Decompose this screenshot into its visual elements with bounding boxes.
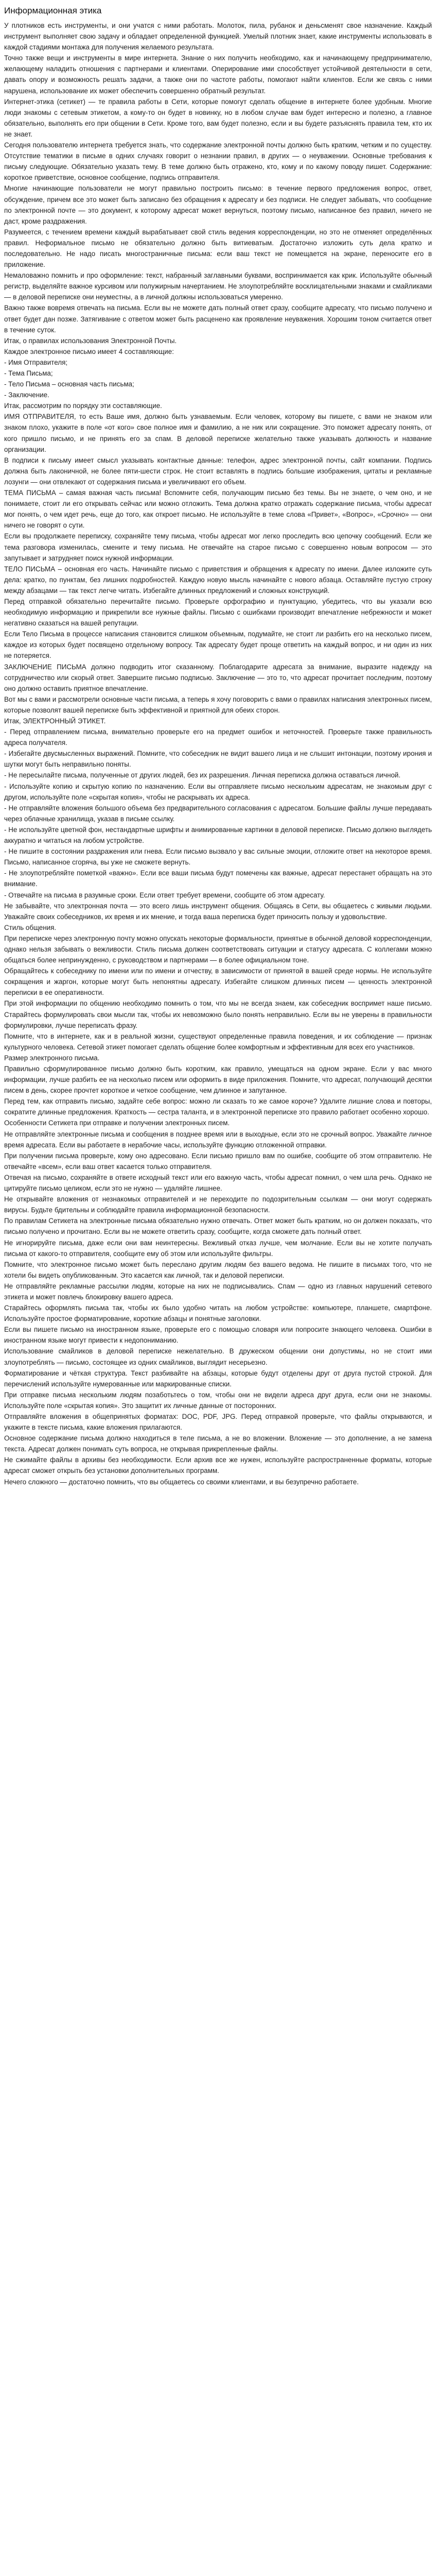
- paragraph: Размер электронного письма.: [4, 1054, 100, 1062]
- paragraph: Форматирование и чёткая структура. Текст разбивайте на абзацы, которые будут отделены друг от друга пустой строкой. Для перечислений используйте нумерованные или маркированные списки.: [4, 1369, 432, 1388]
- paragraph: Не отправляйте электронные письма и сообщения в позднее время или в выходные, если это не срочный вопрос. Уважайте личное время адресата. Если вы работаете в нерабочие часы, используйте функцию отложенной отправки.: [4, 1130, 432, 1149]
- paragraph: - Перед отправлением письма, внимательно проверьте его на предмет ошибок и неточностей. Проверьте также правильность адреса получателя.: [4, 728, 432, 747]
- paragraph: Точно также вещи и инструменты в мире интернета. Знание о них получить необходимо, как и начинающему предпринимателю, желающему наладить отношения с партнерами и клиентами. Оперирование ими способствует устойчивой деятельности в сети, давать опору и возможность решать задачи, а также они по частоте работы, помогают найти клиентов. Если же связь с ними нарушена, использование их может обеспечить совершенно обратный результат.: [4, 54, 432, 95]
- paragraph: Интернет-этика (сетикет) — те правила работы в Сети, которые помогут сделать общение в интернете более удобным. Многие люди знакомы с сетевым этикетом, а кому-то он будет в новинку, но в любом случае вам будет интересно и полезно, а главное обязательно, выполнять его при общении в Сети. Кроме того, вам будет полезно, если и вы будете разъяснять правила тем, кто их не знает.: [4, 97, 432, 138]
- paragraph: Если Тело Письма в процессе написания становится слишком объемным, подумайте, не стоит ли разбить его на несколько писем, каждое из которых будет посвящено отдельному вопросу. Так адресату будет проще ответить на каждый вопрос, и ни один из них не потеряется.: [4, 630, 432, 660]
- paragraph: Не забывайте, что электронная почта — это всего лишь инструмент общения. Общаясь в Сети, вы общаетесь с живыми людьми. Уважайте своих собеседников, их время и их мнение, и тогда ваша переписка будет приносить пользу и удовольствие.: [4, 902, 432, 921]
- paragraph: - Не отправляйте вложения большого объема без предварительного согласования с адресатом. Большие файлы лучше передавать через облачные хранилища, указав в письме ссылку.: [4, 804, 432, 823]
- page-title: Информационная этика: [4, 6, 102, 15]
- paragraph: При отправке письма нескольким людям позаботьтесь о том, чтобы они не видели адреса друг друга, если они не знакомы. Используйте поле «скрытая копия». Это защитит их личные данные от посторонних.: [4, 1391, 432, 1410]
- paragraph: Перед отправкой обязательно перечитайте письмо. Проверьте орфографию и пунктуацию, убедитесь, что вы указали всю необходимую информацию и прикрепили все нужные файлы. Письмо с ошибками производит впечатление небрежности и может негативно сказаться на вашей репутации.: [4, 597, 432, 628]
- paragraph: - Отвечайте на письма в разумные сроки. Если ответ требует времени, сообщите об этом адресату.: [4, 891, 325, 899]
- paragraph: ИМЯ ОТПРАВИТЕЛЯ, то есть Ваше имя, должно быть узнаваемым. Если человек, которому вы пишете, с вами не знаком или знаком плохо, укажите в поле «от кого» свое полное имя и фамилию, а не ник или сокращение. Это поможет адресату понять, от кого пришло письмо, и не принять его за спам. В деловой переписке желательно также указывать должность и название организации.: [4, 413, 432, 453]
- paragraph: В подписи к письму имеет смысл указывать контактные данные: телефон, адрес электронной почты, сайт компании. Подпись должна быть лаконичной, не более пяти-шести строк. Не стоит вставлять в подпись большие изображения, цитаты и рекламные лозунги — они отвлекают от содержания письма и увеличивают его объем.: [4, 456, 432, 486]
- paragraph: Правильно сформулированное письмо должно быть коротким, как правило, умещаться на одном экране. Если у вас много информации, лучше разбить ее на несколько писем или оформить в виде приложения. Помните, что адресат, получающий десятки писем в день, скорее прочтет короткое и четкое сообщение, чем длинное и запутанное.: [4, 1065, 432, 1095]
- paragraph: ЗАКЛЮЧЕНИЕ ПИСЬМА должно подводить итог сказанному. Поблагодарите адресата за внимание, выразите надежду на сотрудничество или скорый ответ. Завершите письмо подписью. Заключение — это то, что адресат прочитает последним, поэтому оно должно оставить приятное впечатление.: [4, 663, 432, 692]
- paragraph: Особенности Сетикета при отправке и получении электронных писем.: [4, 1119, 230, 1127]
- paragraph: - Используйте копию и скрытую копию по назначению. Если вы отправляете письмо нескольким адресатам, не знакомым друг с другом, используйте поле «скрытая копия», чтобы не раскрывать их адреса.: [4, 782, 432, 801]
- paragraph: - Не пересылайте письма, полученные от других людей, без их разрешения. Личная переписка должна оставаться личной.: [4, 771, 401, 779]
- paragraph: - Не пишите в состоянии раздражения или гнева. Если письмо вызвало у вас сильные эмоции, отложите ответ на некоторое время. Письмо, написанное сгоряча, вы уже не сможете вернуть.: [4, 848, 432, 867]
- paragraph: Итак, рассмотрим по порядку эти составляющие.: [4, 402, 162, 410]
- paragraph: - Не злоупотребляйте пометкой «важно». Если все ваши письма будут помечены как важные, адресат перестанет обращать на это внимание.: [4, 869, 432, 888]
- paragraph: Обращайтесь к собеседнику по имени или по имени и отчеству, в зависимости от принятой в вашей среде нормы. Не используйте сокращения и жаргон, которые могут быть непонятны адресату. Избегайте слишком длинных писем — ценность электронной переписки в ее оперативности.: [4, 967, 432, 997]
- paragraph: При переписке через электронную почту можно опускать некоторые формальности, принятые в обычной деловой корреспонденции, однако нельзя забывать о вежливости. Стиль письма должен соответствовать ситуации и статусу адресата. С коллегами можно общаться более непринужденно, с руководством и партнерами — в более официальном тоне.: [4, 934, 432, 964]
- paragraph: При этой информации по общению необходимо помнить о том, что мы не всегда знаем, как собеседник воспримет наше письмо. Старайтесь формулировать свои мысли так, чтобы их невозможно было понять неправильно. Если вы не уверены в правильности формулировки, лучше переписать фразу.: [4, 999, 432, 1029]
- paragraph: Каждое электронное письмо имеет 4 составляющие:: [4, 347, 174, 355]
- paragraph: Помните, что в интернете, как и в реальной жизни, существуют определенные правила поведения, и их соблюдение — признак культурного человека. Сетевой этикет помогает сделать общение более комфортным и эффективным для всех его участников.: [4, 1032, 432, 1051]
- paragraph: Если вы продолжаете переписку, сохраняйте тему письма, чтобы адресат мог легко проследить всю цепочку сообщений. Если же тема разговора изменилась, смените и тему письма. Не отвечайте на старое письмо с совершенно новым вопросом — это запутывает и затрудняет поиск нужной информации.: [4, 532, 432, 562]
- article-body: [4, 20, 432, 1487]
- paragraph: Нечего сложного — достаточно помнить, что вы общаетесь со своими клиентами, и вы безупречно работаете.: [4, 1478, 359, 1486]
- paragraph: Стиль общения.: [4, 923, 57, 931]
- paragraph: Основное содержание письма должно находиться в теле письма, а не во вложении. Вложение — это дополнение, а не замена текста. Адресат должен понимать суть вопроса, не открывая прикрепленные файлы.: [4, 1434, 432, 1453]
- paragraph: Не открывайте вложения от незнакомых отправителей и не переходите по подозрительным ссылкам — они могут содержать вирусы. Будьте бдительны и соблюдайте правила информационной безопасности.: [4, 1195, 432, 1214]
- paragraph: ТЕЛО ПИСЬМА – основная его часть. Начинайте письмо с приветствия и обращения к адресату по имени. Далее изложите суть дела: кратко, по пунктам, без лишних подробностей. Каждую новую мысль начинайте с нового абзаца. Оставляйте пустую строку между абзацами — так текст легче читать. Избегайте длинных предложений и сложных конструкций.: [4, 565, 432, 595]
- paragraph: Не отправляйте рекламные рассылки людям, которые на них не подписывались. Спам — одно из главных нарушений сетевого этикета и может повлечь блокировку вашего адреса.: [4, 1282, 432, 1301]
- paragraph: Не сжимайте файлы в архивы без необходимости. Если архив все же нужен, используйте распространенные форматы, которые адресат сможет открыть без установки дополнительных программ.: [4, 1456, 432, 1475]
- paragraph: Немаловажно помнить и про оформление: текст, набранный заглавными буквами, воспринимается как крик. Используйте обычный регистр, выделяйте важное курсивом или полужирным начертанием. Не злоупотребляйте восклицательными знаками и смайликами — в деловой переписке они неуместны, а в личной должны использоваться умеренно.: [4, 272, 432, 301]
- paragraph: У плотников есть инструменты, и они учатся с ними работать. Молоток, пила, рубанок и деньсменят свое назначение. Каждый инструмент выполняет свою задачу и обладает определенной функцией. Умелый плотник знает, какие инструменты использовать в каждой стадиями монтажа для получения желаемого результата.: [4, 22, 432, 52]
- paragraph: Итак, ЭЛЕКТРОННЫЙ ЭТИКЕТ.: [4, 717, 106, 725]
- paragraph: ТЕМА ПИСЬМА – самая важная часть письма! Вспомните себя, получающим письмо без темы. Вы не знаете, о чем оно, и не понимаете, стоит ли его открывать сейчас или можно отложить. Тема должна кратко отражать содержание письма, чтобы адресат мог понять, о чем идет речь, еще до того, как откроет письмо. Не используйте в теме слова «Привет», «Вопрос», «Срочно» — они ничего не говорят о сути.: [4, 489, 432, 530]
- paragraph: Итак, о правилах использования Электронной Почты.: [4, 336, 177, 345]
- paragraph: - Не используйте цветной фон, нестандартные шрифты и анимированные картинки в деловой переписке. Письмо должно выглядеть аккуратно и читаться на любом устройстве.: [4, 825, 432, 845]
- paragraph: - Тема Письма;: [4, 369, 53, 377]
- paragraph: Сегодня пользователю интернета требуется знать, что содержание электронной почты должно быть кратким, четким и по существу. Отсутствие тематики в письме в одних случаях говорит о незнании правил, в других — о неуважении. Основные требования к письму следующие. Обязательно указать тему. В теме должно быть отражено, кто, кому и по какому поводу пишет. Содержание: короткое приветствие, основное сообщение, подпись отправителя.: [4, 141, 432, 182]
- paragraph: Помните, что электронное письмо может быть переслано другим людям без вашего ведома. Не пишите в письмах того, что не хотели бы видеть опубликованным. Это касается как личной, так и деловой переписки.: [4, 1260, 432, 1279]
- paragraph: Вот мы с вами и рассмотрели основные части письма, а теперь я хочу поговорить с вами о правилах написания электронных писем, которые позволят вашей переписке быть эффективной и приятной для обеих сторон.: [4, 695, 432, 714]
- paragraph: Перед тем, как отправить письмо, задайте себе вопрос: можно ли сказать то же самое короче? Удалите лишние слова и повторы, сократите длинные предложения. Краткость — сестра таланта, и в электронной переписке это правило работает особенно хорошо.: [4, 1097, 432, 1116]
- paragraph: Важно также вовремя отвечать на письма. Если вы не можете дать полный ответ сразу, сообщите адресату, что письмо получено и ответ будет дан позже. Затягивание с ответом может быть расценено как проявление неуважения. Хорошим тоном считается ответ в течение суток.: [4, 304, 432, 334]
- paragraph: Если вы пишете письмо на иностранном языке, проверьте его с помощью словаря или попросите знающего человека. Ошибки в иностранном языке могут привести к недопониманию.: [4, 1326, 432, 1345]
- paragraph: Многие начинающие пользователи не могут правильно построить письмо: в течение первого предложения вопрос, ответ, обсуждение, причем все это может быть записано без обращения к адресату и без подписи. Не следует забывать, что сообщение по электронной почте — это документ, к которому адресат может вернуться, поэтому письмо, написанное без правил, ничего не даст, кроме раздражения.: [4, 184, 432, 225]
- paragraph: Использование смайликов в деловой переписке нежелательно. В дружеском общении они допустимы, но не стоит ими злоупотреблять — письмо, состоящее из одних смайликов, выглядит несерьезно.: [4, 1347, 432, 1366]
- paragraph: - Избегайте двусмысленных выражений. Помните, что собеседник не видит вашего лица и не слышит интонации, поэтому ирония и шутки могут быть неправильно поняты.: [4, 750, 432, 769]
- paragraph: Отправляйте вложения в общепринятых форматах: DOC, PDF, JPG. Перед отправкой проверьте, что файлы открываются, и укажите в тексте письма, какие вложения прилагаются.: [4, 1413, 432, 1432]
- paragraph: По правилам Сетикета на электронные письма обязательно нужно отвечать. Ответ может быть кратким, но он должен показать, что письмо получено и прочитано. Если вы не можете ответить сразу, сообщите, когда сможете дать полный ответ.: [4, 1217, 432, 1236]
- paragraph: - Тело Письма – основная часть письма;: [4, 380, 134, 388]
- paragraph: Старайтесь оформлять письма так, чтобы их было удобно читать на любом устройстве: компьютере, планшете, смартфоне. Используйте простое форматирование, короткие абзацы и понятные заголовки.: [4, 1304, 432, 1323]
- paragraph: - Имя Отправителя;: [4, 358, 68, 366]
- paragraph: Отвечая на письмо, сохраняйте в ответе исходный текст или его важную часть, чтобы адресат помнил, о чем шла речь. Однако не цитируйте письмо целиком, если это не нужно — удаляйте лишнее.: [4, 1173, 432, 1193]
- paragraph: - Заключение.: [4, 391, 49, 399]
- paragraph: Разумеется, с течением времени каждый вырабатывает свой стиль ведения корреспонденции, но это не отменяет определённых правил. Неформальное письмо не обязательно должно быть витиеватым. Достаточно изложить суть дела кратко и последовательно. Не надо писать многостраничные письма: если ваш текст не помещается на экране, переносите его в приложение.: [4, 228, 432, 269]
- paragraph: Не игнорируйте письма, даже если они вам неинтересны. Вежливый отказ лучше, чем молчание. Если вы не хотите получать письма от какого-то отправителя, сообщите ему об этом или используйте фильтры.: [4, 1239, 432, 1258]
- paragraph: При получении письма проверьте, кому оно адресовано. Если письмо пришло вам по ошибке, сообщите об этом отправителю. Не отвечайте «всем», если ваш ответ касается только отправителя.: [4, 1151, 432, 1171]
